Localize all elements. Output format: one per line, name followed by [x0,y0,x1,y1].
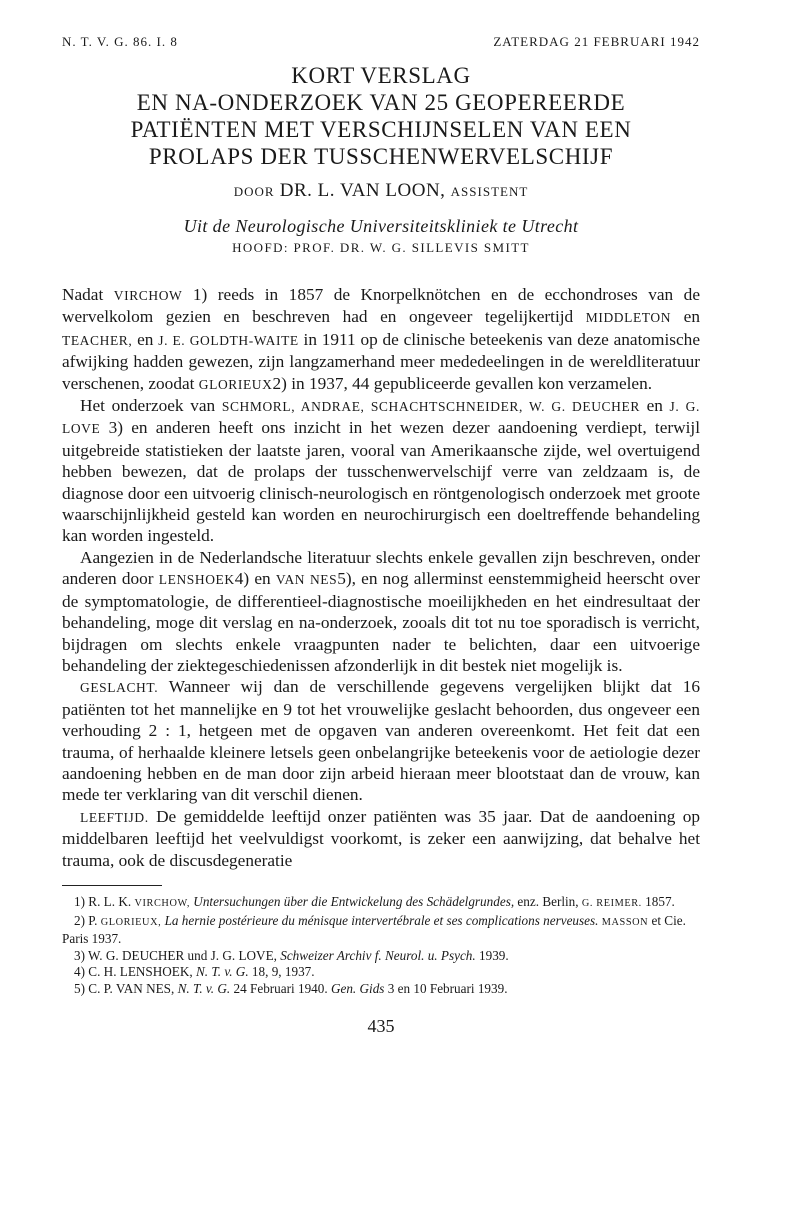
text-run: 4) en [234,569,271,589]
text-run: 3 en 10 Februari 1939. [387,980,508,996]
work-title: Gen. Gids [330,980,385,996]
text-run: 3) en anderen heeft ons inzicht in het wezen dezer aandoening verdiept, terwijl uitgebreide statistieken der laatste jaren, vooral van Amerikaansche zijde, wel overtuigend hebben bewezen, dat de prolaps der tusschenwervelschijf verre van zeldzaam is, de diagnose door een uitvoerig clinisch-neurologisch en röntgenologisch onderzoek met groote waarschijnlijkheid gesteld kan worden en neurochirurgisch een doeltreffende behandeling kan worden ingesteld. [62,418,701,546]
title-line-2: EN NA-ONDERZOEK VAN 25 GEOPEREERDE [136,90,626,115]
text-run: 24 Februari 1940. [233,980,328,996]
author-citation: LENSHOEK [158,572,235,588]
text-run: enz. Berlin, [517,893,579,909]
text-run: et Cie. Paris 1937. [62,912,686,947]
running-header [62,34,700,54]
author-citation: TEACHER, [62,332,133,348]
footnote-3 [62,948,700,965]
publisher: MASSON [601,916,649,928]
article-body [62,284,700,871]
footnote-5 [62,981,700,998]
author-role: ASSISTENT [450,184,529,199]
author-citation: J. G. LOVE [62,399,700,437]
institution: Uit de Neurologische Universiteitskliniek te Utrecht [183,216,579,236]
author-citation: SCHMORL, ANDRAE, SCHACHTSCHNEIDER, W. G. DEUCHER [221,399,640,415]
text-run: 1857. [645,893,675,909]
text-run: 1939. [479,947,509,963]
work-title: N. T. v. G. [195,964,249,980]
author-citation: VIRCHOW [113,288,183,303]
text-run: Het onderzoek van [80,396,216,416]
text-run: 1) R. L. K. [74,893,132,909]
footnote-divider [62,885,162,886]
author-citation: VAN NES [275,572,338,588]
work-title: Untersuchungen über die Entwickelung des Schädelgrundes, [193,893,515,909]
text-run: 3) W. G. DEUCHER und J. G. LOVE, [74,947,277,963]
footnotes [62,894,700,998]
paragraph-2 [62,395,700,547]
text-run: en [683,307,700,327]
section-label: LEEFTIJD. [80,809,149,825]
text-run: Nadat [62,285,104,304]
text-run: De gemiddelde leeftijd onzer patiënten was 35 jaar. Dat de aandoening op middelbaren leeftijd het veelvuldigst voorkomt, is zeker een aanwijzing, dat behalve het trauma, ook de discusdegeneratie [62,806,700,870]
byline-door: DOOR [233,184,275,199]
paragraph-5 [62,806,700,871]
text-run: 2) P. [74,912,98,928]
journal-reference: N. T. V. G. 86. I. 8 [62,34,178,49]
text-run: 1) reeds in 1857 de Knorpelknötchen en de ecchondroses van de wervelkolom gezien en beschreven had en ongeveer tegelijkertijd [62,285,700,327]
footnote-2 [62,913,700,948]
paragraph-1 [62,284,700,395]
footnote-1 [62,894,700,913]
text-run: in 1911 op de clinische beteekenis van deze anatomische afwijking hadden gewezen, zijn langzamerhand meer mededeelingen in de wereldliteratuur verschenen, zoodat [62,329,700,393]
page-number: 435 [367,1015,395,1036]
text-run: 5), en nog allerminst eenstemmigheid heerscht over de symptomatologie, de differentieel-diagnostische moeilijkheden en het eindresultaat der behandeling, moge dit verslag en na-onderzoek, zooals dit tot nu toe sporadisch is verricht, bijdragen om slechts enkele vraagpunten nader te belichten, daar een uitvoerige behandeling der ziektegeschiedenissen afzonderlijk in dit bestek niet mogelijk is. [62,569,701,675]
author-citation: J. E. GOLDTH-WAITE [158,332,299,348]
author-name: DR. L. VAN LOON, [279,180,446,201]
author-citation: GLORIEUX [198,376,273,392]
footnote-4 [62,964,700,981]
author-citation: VIRCHOW, [134,897,190,909]
text-run: Wanneer wij dan de verschillende gegevens vergelijken blijkt dat 16 patiënten tot het mannelijke en 9 tot het vrouwelijke geslacht behoorden, dus ongeveer een verhouding 2 : 1, hetgeen met de opgaven van anderen overeenkomt. Het feit dat een trauma, of herhaalde kleinere letsels geen onbelangrijke beteekenis voor de aetiologie dezer aandoening hebben en de man door zijn arbeid hieraan meer blootstaat dan de vrouw, kan mede ter verklaring van dit verschil dienen. [62,677,700,805]
text-run: 2) in 1937, 44 gepubliceerde gevallen kon verzamelen. [272,373,653,393]
article-page [62,34,700,1037]
text-run: 18, 9, 1937. [251,964,315,980]
paragraph-3 [62,547,700,676]
text-run: 4) C. H. LENSHOEK, [74,964,193,980]
text-run: Aangezien in de Nederlandsche literatuur slechts enkele gevallen zijn beschreven, onder anderen door [62,547,700,589]
paragraph-4 [62,676,700,805]
publisher: G. REIMER. [581,897,642,909]
article-title [62,62,700,170]
work-title: Schweizer Archiv f. Neurol. u. Psych. [280,947,476,963]
work-title: N. T. v. G. [177,980,231,996]
text-run: en [646,396,663,416]
work-title: La hernie postérieure du ménisque intervertébrale et ses complications nerveuses. [164,912,599,928]
text-run: en [137,329,154,349]
author-citation: MIDDLETON [585,310,672,326]
section-label: GESLACHT. [80,680,159,696]
author-citation: GLORIEUX, [100,916,162,928]
author-byline [62,180,700,202]
title-line-4: PROLAPS DER TUSSCHENWERVELSCHIJF [148,144,614,169]
department-head: HOOFD: PROF. DR. W. G. SILLEVIS SMITT [232,240,530,255]
text-run: 5) C. P. VAN NES, [74,980,175,996]
title-line-3: PATIËNTEN MET VERSCHIJNSELEN VAN EEN [130,117,632,142]
issue-date: ZATERDAG 21 FEBRUARI 1942 [493,34,700,49]
title-line-1: KORT VERSLAG [291,63,471,88]
